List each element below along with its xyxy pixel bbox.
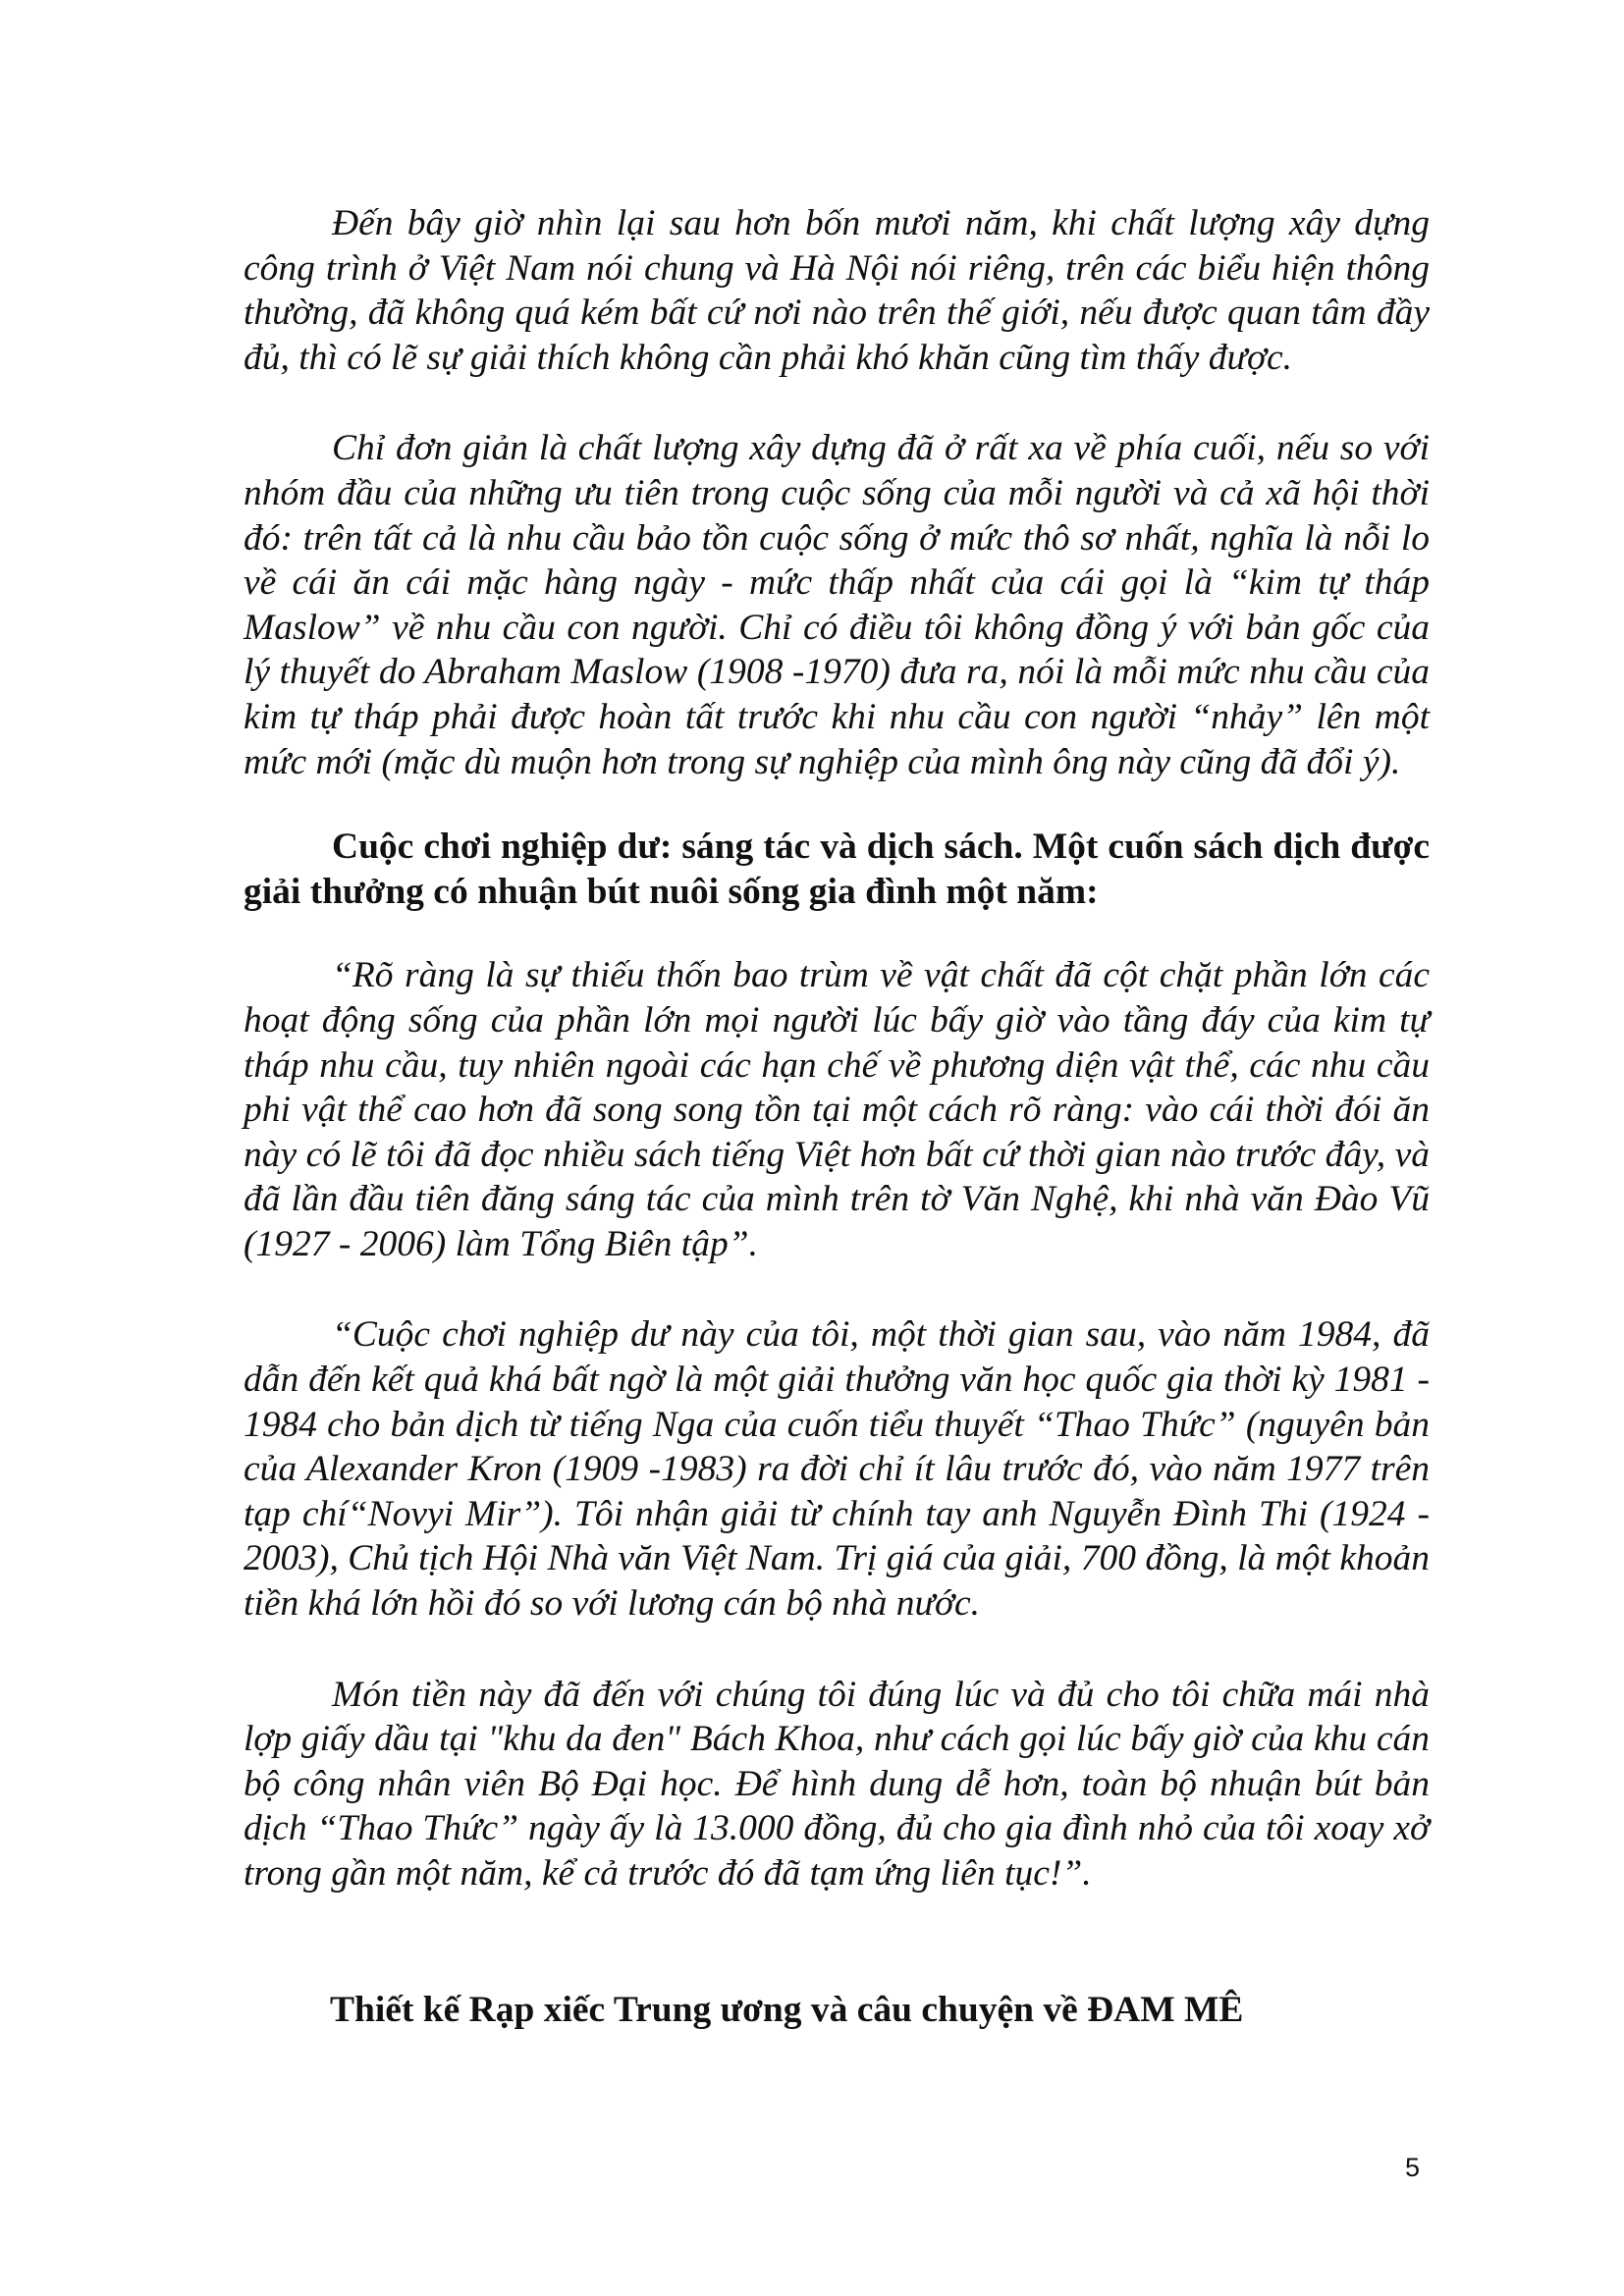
section-heading-amateur-writing: Cuộc chơi nghiệp dư: sáng tác và dịch sách. Một cuốn sách dịch được giải thưởng có nhuận bút nuôi sống gia đình một năm: bbox=[244, 827, 1430, 912]
page-content bbox=[244, 201, 1430, 2032]
paragraph-maslow-pyramid: Chỉ đơn giản là chất lượng xây dựng đã ở rất xa về phía cuối, nếu so với nhóm đầu của những ưu tiên trong cuộc sống của mỗi người và cả xã hội thời đó: trên tất cả là nhu cầu bảo tồn cuộc sống ở mức thô sơ nhất, nghĩa là nỗi lo về cái ăn cái mặc hàng ngày - mức thấp nhất của cái gọi là “kim tự tháp Maslow” về nhu cầu con người. Chỉ có điều tôi không đồng ý với bản gốc của lý thuyết do Abraham Maslow (1908 -1970) đưa ra, nói là mỗi mức nhu cầu của kim tự tháp phải được hoàn tất trước khi nhu cầu con người “nhảy” lên một mức mới (mặc dù muộn hơn trong sự nghiệp của mình ông này cũng đã đổi ý). bbox=[244, 428, 1430, 782]
section-heading-central-circus: Thiết kế Rạp xiếc Trung ương và câu chuyện về ĐAM MÊ bbox=[330, 1989, 1244, 2030]
paragraph-prize-money: Món tiền này đã đến với chúng tôi đúng lúc và đủ cho tôi chữa mái nhà lợp giấy dầu tại "khu da đen" Bách Khoa, như cách gọi lúc bấy giờ của khu cán bộ công nhân viên Bộ Đại học. Để hình dung dễ hơn, toàn bộ nhuận bút bản dịch “Thao Thức” ngày ấy là 13.000 đồng, đủ cho gia đình nhỏ của tôi xoay xở trong gần một năm, kể cả trước đó đã tạm ứng liên tục!”. bbox=[244, 1674, 1430, 1894]
page-number: 5 bbox=[1405, 2153, 1421, 2182]
paragraph-literary-award: “Cuộc chơi nghiệp dư này của tôi, một thời gian sau, vào năm 1984, đã dẫn đến kết quả khá bất ngờ là một giải thưởng văn học quốc gia thời kỳ 1981 - 1984 cho bản dịch từ tiếng Nga của cuốn tiểu thuyết “Thao Thức” (nguyên bản của Alexander Kron (1909 -1983) ra đời chỉ ít lâu trước đó, vào năm 1977 trên tạp chí“Novyi Mir”). Tôi nhận giải từ chính tay anh Nguyễn Đình Thi (1924 - 2003), Chủ tịch Hội Nhà văn Việt Nam. Trị giá của giải, 700 đồng, là một khoản tiền khá lớn hồi đó so với lương cán bộ nhà nước. bbox=[244, 1314, 1430, 1625]
paragraph-scarcity-quote: “Rõ ràng là sự thiếu thốn bao trùm về vật chất đã cột chặt phần lớn các hoạt động sống của phần lớn mọi người lúc bấy giờ vào tầng đáy của kim tự tháp nhu cầu, tuy nhiên ngoài các hạn chế về phương diện vật thể, các nhu cầu phi vật thể cao hơn đã song song tồn tại một cách rõ ràng: vào cái thời đói ăn này có lẽ tôi đã đọc nhiều sách tiếng Việt hơn bất cứ thời gian nào trước đây, và đã lần đầu tiên đăng sáng tác của mình trên tờ Văn Nghệ, khi nhà văn Đào Vũ (1927 - 2006) làm Tổng Biên tập”. bbox=[244, 955, 1430, 1264]
paragraph-construction-quality: Đến bây giờ nhìn lại sau hơn bốn mươi năm, khi chất lượng xây dựng công trình ở Việt Nam nói chung và Hà Nội nói riêng, trên các biểu hiện thông thường, đã không quá kém bất cứ nơi nào trên thế giới, nếu được quan tâm đầy đủ, thì có lẽ sự giải thích không cần phải khó khăn cũng tìm thấy được. bbox=[244, 203, 1430, 378]
